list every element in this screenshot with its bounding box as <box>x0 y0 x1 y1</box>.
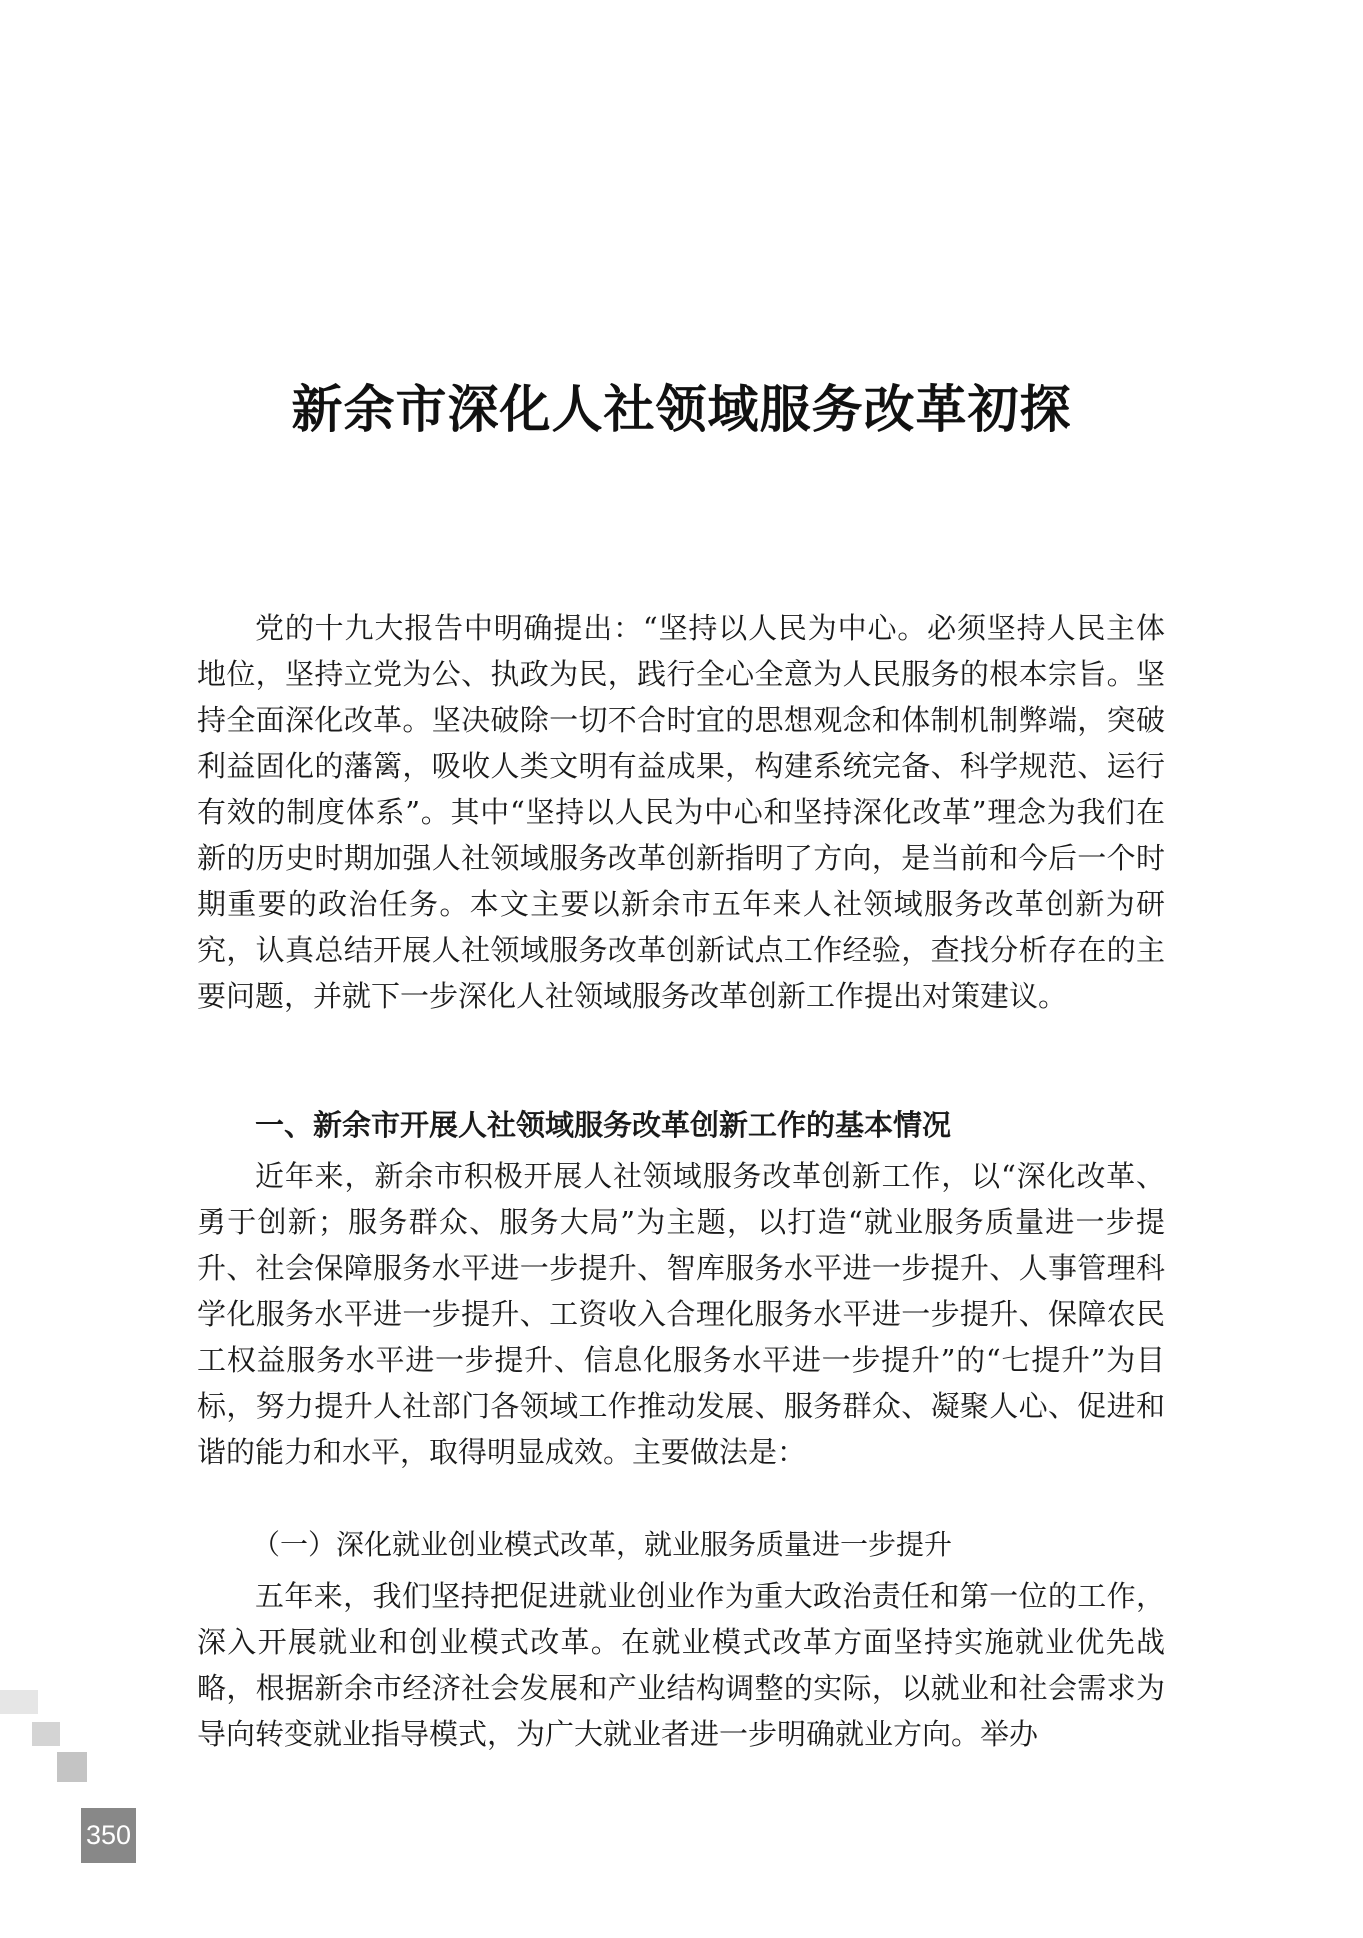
decor-square <box>32 1722 60 1746</box>
subsection-heading: （一）深化就业创业模式改革，就业服务质量进一步提升 <box>252 1528 953 1561</box>
subsection-paragraph: 五年来，我们坚持把促进就业创业作为重大政治责任和第一位的工作，深入开展就业和创业模式改革。在就业模式改革方面坚持实施就业优先战略，根据新余市经济社会发展和产业结构调整的实际，以就业和社会需求为导向转变就业指导模式，为广大就业者进一步明确就业方向。举办 <box>197 1579 1165 1751</box>
section-heading: 一、新余市开展人社领域服务改革创新工作的基本情况 <box>255 1108 952 1142</box>
intro-paragraph: 党的十九大报告中明确提出：“坚持以人民为中心。必须坚持人民主体地位，坚持立党为公、执政为民，践行全心全意为人民服务的根本宗旨。坚持全面深化改革。坚决破除一切不合时宜的思想观念和体制机制弊端，突破利益固化的藩篱，吸收人类文明有益成果，构建系统完备、科学规范、运行有效的制度体系”。其中“坚持以人民为中心和坚持深化改革”理念为我们在新的历史时期加强人社领域服务改革创新指明了方向，是当前和今后一个时期重要的政治任务。本文主要以新余市五年来人社领域服务改革创新为研究，认真总结开展人社领域服务改革创新试点工作经验，查找分析存在的主要问题，并就下一步深化人社领域服务改革创新工作提出对策建议。 <box>197 611 1165 1013</box>
page-title: 新余市深化人社领域服务改革初探 <box>291 381 1072 440</box>
section-paragraph: 近年来，新余市积极开展人社领域服务改革创新工作，以“深化改革、勇于创新；服务群众、服务大局”为主题，以打造“就业服务质量进一步提升、社会保障服务水平进一步提升、智库服务水平进一步提升、人事管理科学化服务水平进一步提升、工资收入合理化服务水平进一步提升、保障农民工权益服务水平进一步提升、信息化服务水平进一步提升”的“七提升”为目标，努力提升人社部门各领域工作推动发展、服务群众、凝聚人心、促进和谐的能力和水平，取得明显成效。主要做法是： <box>197 1159 1165 1469</box>
decor-square <box>0 1690 38 1714</box>
page-number: 350 <box>81 1808 136 1863</box>
decor-square <box>57 1752 87 1782</box>
